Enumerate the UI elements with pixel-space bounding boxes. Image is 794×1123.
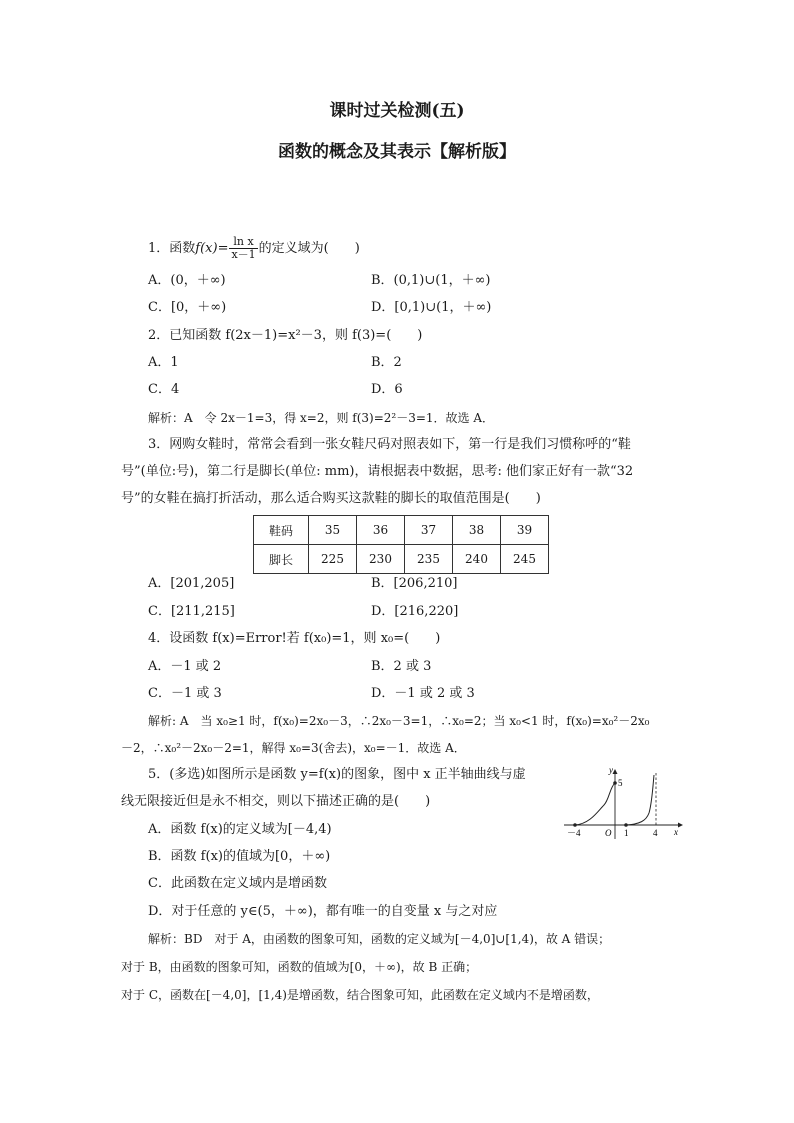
q2-stem: 2．已知函数 f(2x－1)=x²－3，则 f(3)=( ) bbox=[148, 328, 423, 343]
q4-option-c: C．－1 或 3 bbox=[148, 686, 222, 701]
q1-numerator: ln x bbox=[229, 236, 257, 249]
q4-stem: 4．设函数 f(x)=Error!若 f(x₀)=1，则 x₀=( ) bbox=[148, 631, 441, 646]
q4-option-a: A．－1 或 2 bbox=[148, 659, 222, 674]
x-tick-label: 4 bbox=[653, 828, 658, 838]
q3-option-b: B．[206,210] bbox=[371, 576, 458, 591]
x-axis-arrow bbox=[678, 823, 683, 828]
q5-option-c: C．此函数在定义域内是增函数 bbox=[148, 876, 327, 891]
origin-label: O bbox=[605, 828, 612, 838]
point-start-left bbox=[573, 823, 577, 827]
q2-option-a: A．1 bbox=[148, 355, 179, 370]
q5-explanation-line-3: 对于 C，函数在[－4,0]，[1,4)是增函数，结合图象可知，此函数在定义域内不是增函数， bbox=[121, 988, 599, 1002]
table-cell: 230 bbox=[357, 545, 405, 574]
table-row-label: 脚长 bbox=[254, 545, 309, 574]
q3-line-2: 号”(单位:号)，第二行是脚长(单位: mm)，请根据表中数据，思考: 他们家正好有一款“32 bbox=[121, 464, 634, 479]
q5-explanation-line-1: 解析：BD 对于 A，由函数的图象可知，函数的定义域为[－4,0]∪[1,4)，故 A 错误； bbox=[148, 932, 611, 946]
q4-explanation-line-1: 解析: A 当 x₀≥1 时，f(x₀)=2x₀－3，∴2x₀－3=1，∴x₀=2；当 x₀<1 时，f(x₀)=x₀²－2x₀ bbox=[148, 714, 650, 728]
q2-explanation: 解析：A 令 2x－1=3，得 x=2，则 f(3)=2²－3=1．故选 A． bbox=[148, 411, 495, 425]
function-graph bbox=[560, 765, 686, 843]
table-row bbox=[254, 545, 549, 574]
x-tick-label: 1 bbox=[624, 828, 629, 838]
q1-prefix: 1．函数 bbox=[148, 241, 196, 256]
q2-option-b: B．2 bbox=[371, 355, 402, 370]
q4-explanation-line-2: －2，∴x₀²－2x₀－2=1，解得 x₀=3(舍去)，x₀=－1．故选 A． bbox=[121, 741, 466, 755]
x-tick-label: －4 bbox=[567, 828, 581, 838]
point-start-right bbox=[624, 823, 628, 827]
page-subtitle: 函数的概念及其表示【解析版】 bbox=[278, 142, 516, 162]
q1-stem bbox=[148, 236, 360, 261]
table-cell: 240 bbox=[453, 545, 501, 574]
curve-right bbox=[626, 775, 654, 825]
q1-option-d: D．[0,1)∪(1，＋∞) bbox=[371, 300, 492, 315]
q1-fx: f(x)= bbox=[195, 241, 229, 256]
page-title: 课时过关检测(五) bbox=[329, 101, 465, 121]
q3-option-a: A．[201,205] bbox=[148, 576, 235, 591]
q1-option-c: C．[0，＋∞) bbox=[148, 300, 227, 315]
curve-left bbox=[575, 783, 615, 825]
y-axis-arrow bbox=[613, 769, 618, 774]
q4-option-b: B．2 或 3 bbox=[371, 659, 432, 674]
shoe-size-table bbox=[253, 515, 549, 574]
q5-line-2: 线无限接近但是永不相交，则以下描述正确的是( ) bbox=[121, 794, 431, 809]
y-axis-label: y bbox=[609, 765, 613, 775]
table-cell: 225 bbox=[309, 545, 357, 574]
q3-option-d: D．[216,220] bbox=[371, 604, 459, 619]
y-tick-label: 5 bbox=[618, 778, 623, 788]
table-row bbox=[254, 516, 549, 545]
q2-option-c: C．4 bbox=[148, 382, 180, 397]
table-cell: 35 bbox=[309, 516, 357, 545]
q3-line-3: 号”的女鞋在搞打折活动，那么适合购买这款鞋的脚长的取值范围是( ) bbox=[121, 491, 541, 506]
point-end-left bbox=[613, 781, 617, 785]
q1-fraction bbox=[229, 236, 257, 261]
q3-option-c: C．[211,215] bbox=[148, 604, 235, 619]
q1-option-a: A．(0，＋∞) bbox=[148, 273, 226, 288]
table-cell: 36 bbox=[357, 516, 405, 545]
table-cell: 245 bbox=[501, 545, 549, 574]
q5-option-d: D．对于任意的 y∈(5，＋∞)，都有唯一的自变量 x 与之对应 bbox=[148, 904, 498, 919]
q1-option-b: B．(0,1)∪(1，＋∞) bbox=[371, 273, 491, 288]
q5-explanation-line-2: 对于 B，由函数的图象可知，函数的值域为[0，＋∞)，故 B 正确； bbox=[121, 960, 478, 974]
table-row-label: 鞋码 bbox=[254, 516, 309, 545]
q5-option-a: A．函数 f(x)的定义域为[－4,4) bbox=[148, 822, 332, 837]
table-cell: 235 bbox=[405, 545, 453, 574]
x-axis-label: x bbox=[674, 827, 678, 837]
q1-denominator: x－1 bbox=[231, 248, 256, 261]
q2-option-d: D．6 bbox=[371, 382, 403, 397]
q3-line-1: 3．网购女鞋时，常常会看到一张女鞋尺码对照表如下，第一行是我们习惯称呼的“鞋 bbox=[148, 437, 631, 452]
table-cell: 39 bbox=[501, 516, 549, 545]
q4-option-d: D．－1 或 2 或 3 bbox=[371, 686, 475, 701]
table-cell: 38 bbox=[453, 516, 501, 545]
q1-suffix: 的定义域为( ) bbox=[258, 241, 360, 256]
q5-line-1: 5．(多选)如图所示是函数 y=f(x)的图象，图中 x 正半轴曲线与虚 bbox=[148, 767, 526, 782]
q5-option-b: B．函数 f(x)的值域为[0，＋∞) bbox=[148, 849, 331, 864]
table-cell: 37 bbox=[405, 516, 453, 545]
